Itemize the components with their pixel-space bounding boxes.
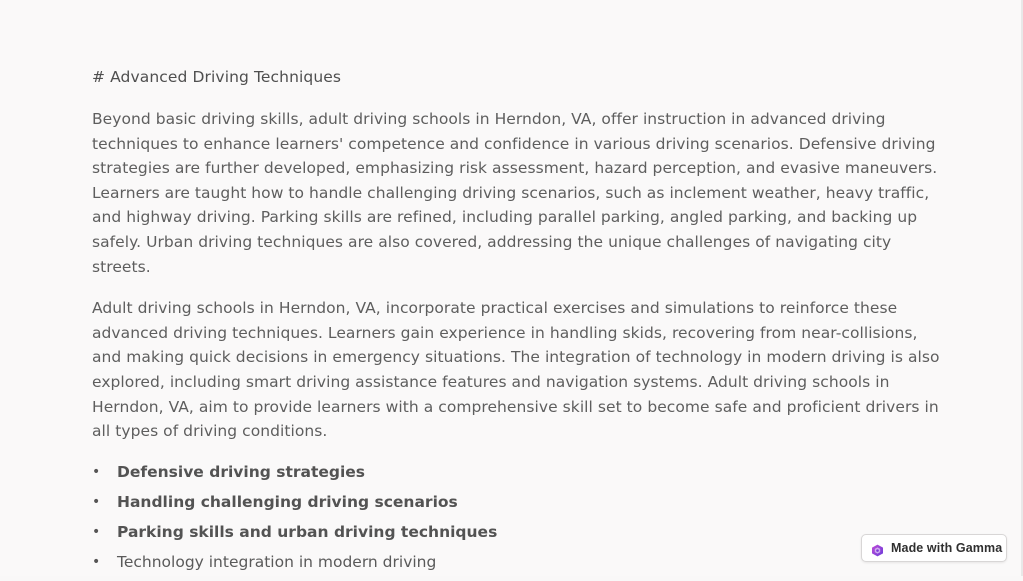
list-item [92,461,942,491]
list-item-text: Handling challenging driving scenarios [117,492,458,511]
list-item [92,551,942,581]
list-item [92,521,942,551]
gamma-logo-icon [871,542,884,555]
list-item-text: Defensive driving strategies [117,462,366,481]
bullet-icon: • [92,463,101,480]
slide-content [92,66,942,581]
list-item [92,491,942,521]
bullet-icon: • [92,553,101,570]
list-item-text: Technology integration in modern driving [117,552,437,571]
paragraph-2: Adult driving schools in Herndon, VA, incorporate practical exercises and simulations to reinforce these advanced driving techniques. Learners gain experience in handling skids, recovering from near-collisions, and making quick decisions in emergency situations. The integration of technology in modern driving is also explored, including smart driving assistance features and navigation systems. Adult driving schools in Herndon, VA, aim to provide learners with a comprehensive skill set to become safe and proficient drivers in all types of driving conditions. [92,299,940,441]
badge-label: Made with Gamma [891,541,1003,555]
page-title: # Advanced Driving Techniques [92,68,342,86]
made-with-gamma-button[interactable] [861,534,1007,562]
paragraph-1: Beyond basic driving skills, adult driving schools in Herndon, VA, offer instruction in advanced driving techniques to enhance learners' competence and confidence in various driving scenarios. Defensive driving strategies are further developed, emphasizing risk assessment, hazard perception, and evasive maneuvers. Learners are taught how to handle challenging driving scenarios, such as inclement weather, heavy traffic, and highway driving. Parking skills are refined, including parallel parking, angled parking, and backing up safely. Urban driving techniques are also covered, addressing the unique challenges of navigating city streets. [92,110,938,276]
list-item-text: Parking skills and urban driving techniques [117,522,498,541]
bullet-icon: • [92,493,101,510]
bullet-icon: • [92,523,101,540]
bullet-list [92,461,942,581]
